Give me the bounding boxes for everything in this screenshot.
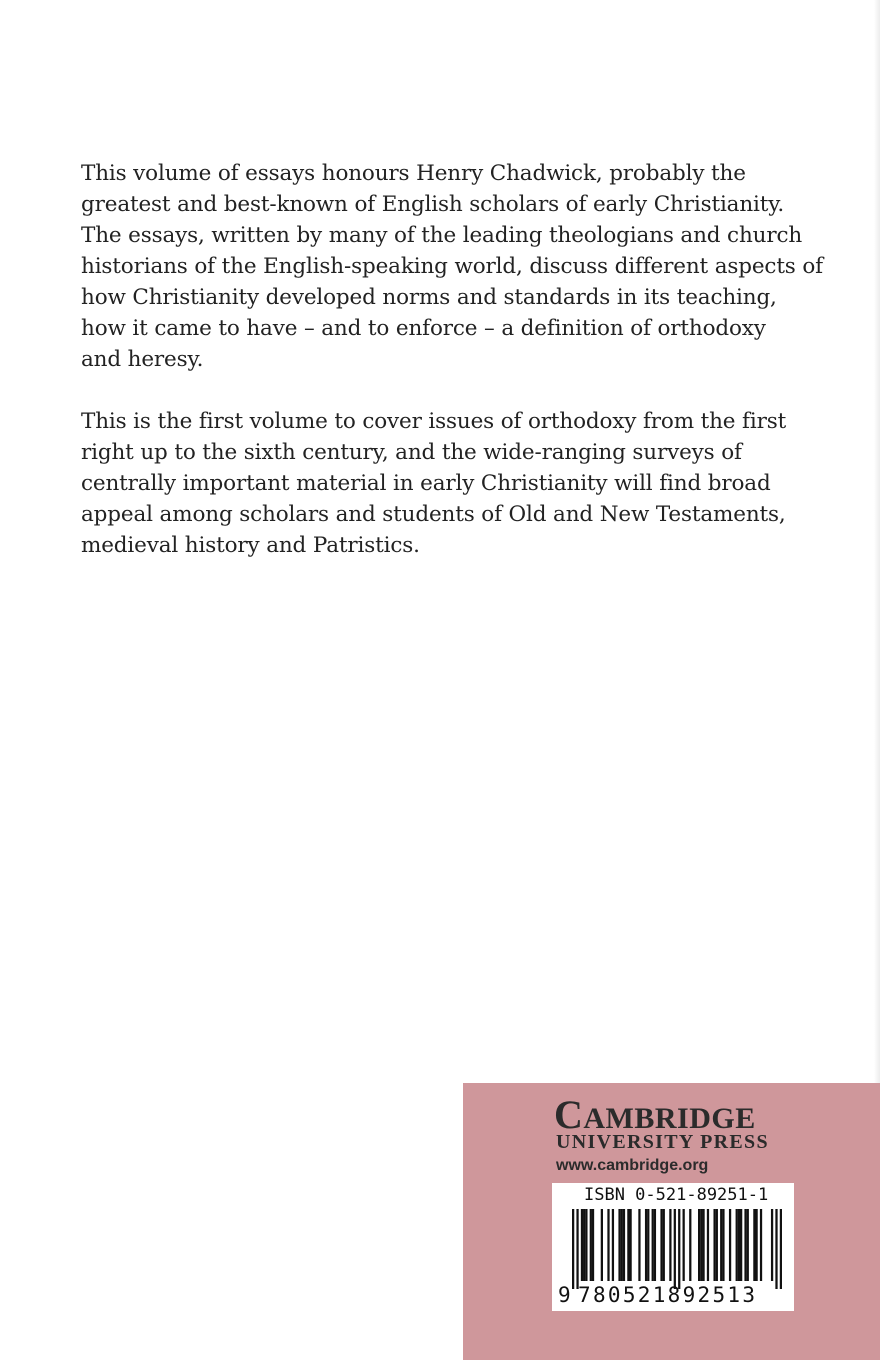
blurb-line: The essays, written by many of the leading theologians and church — [81, 223, 803, 248]
barcode-bar — [585, 1209, 587, 1281]
barcode-bar — [740, 1209, 742, 1281]
barcode-bar — [618, 1209, 620, 1281]
barcode-bar — [581, 1209, 583, 1281]
blurb-line: and heresy. — [81, 347, 204, 372]
barcode-bar — [645, 1209, 647, 1281]
barcode-bar — [722, 1209, 724, 1281]
barcode-bar — [607, 1209, 609, 1281]
barcode-bar — [583, 1209, 585, 1281]
barcode-bar — [674, 1209, 676, 1289]
barcode-bar — [601, 1209, 603, 1281]
barcode-bar — [629, 1209, 631, 1281]
barcode-bar — [663, 1209, 665, 1281]
blurb-line: appeal among scholars and students of Old and New Testaments, — [81, 502, 786, 527]
cover-blurb — [81, 158, 823, 592]
barcode-bar — [572, 1209, 574, 1289]
barcode-bar — [771, 1209, 773, 1281]
barcode-bar — [775, 1209, 777, 1289]
barcode-bar — [716, 1209, 718, 1281]
barcode-bar — [707, 1209, 709, 1281]
barcode-bar — [753, 1209, 755, 1281]
barcode-bar — [590, 1209, 592, 1281]
barcode-bar — [720, 1209, 722, 1281]
barcode-bar — [652, 1209, 654, 1281]
barcode-bar — [755, 1209, 757, 1281]
barcode-bar — [683, 1209, 685, 1281]
barcode-bar — [627, 1209, 629, 1281]
publisher-subtitle: UNIVERSITY PRESS — [556, 1131, 769, 1153]
blurb-line: historians of the English-speaking world, discuss different aspects of — [81, 254, 823, 279]
ean-first-digit: 9 — [558, 1283, 571, 1307]
barcode-bar — [736, 1209, 738, 1281]
barcode-bar — [689, 1209, 691, 1281]
publisher-panel — [463, 1083, 880, 1360]
publisher-name-rest: AMBRIDGE — [583, 1102, 756, 1135]
blurb-line: This volume of essays honours Henry Chadwick, probably the — [81, 161, 746, 186]
barcode-bar — [592, 1209, 594, 1281]
barcode-bar — [702, 1209, 704, 1281]
barcode-bar — [660, 1209, 662, 1281]
blurb-line: centrally important material in early Christianity will find broad — [81, 471, 771, 496]
barcode-bar — [700, 1209, 702, 1281]
barcode-bar — [678, 1209, 680, 1289]
barcode-bar — [713, 1209, 715, 1281]
barcode-bar — [729, 1209, 731, 1281]
barcode-bar — [744, 1209, 746, 1281]
blurb-paragraph-2 — [81, 406, 811, 561]
barcode-bar — [747, 1209, 749, 1281]
blurb-line: This is the first volume to cover issues of orthodoxy from the first — [81, 409, 787, 434]
barcode-bar — [760, 1209, 762, 1281]
barcode-bar — [576, 1209, 578, 1289]
publisher-url: www.cambridge.org — [556, 1157, 709, 1174]
barcode-bar — [698, 1209, 700, 1281]
blurb-line: medieval history and Patristics. — [81, 533, 420, 558]
barcode-label — [552, 1183, 794, 1311]
barcode-bar — [621, 1209, 623, 1281]
barcode-bar — [654, 1209, 656, 1281]
barcode-bar — [647, 1209, 649, 1281]
blurb-paragraph-1 — [81, 158, 823, 375]
blurb-line: greatest and best-known of English scholars of early Christianity. — [81, 192, 785, 217]
barcode-bar — [623, 1209, 625, 1281]
publisher-name-initial: C — [554, 1092, 584, 1137]
barcode-bar — [612, 1209, 614, 1281]
isbn-text: ISBN 0-521-89251-1 — [584, 1185, 769, 1205]
barcode-bar — [738, 1209, 740, 1281]
barcode-bars — [572, 1209, 782, 1289]
blurb-line: how it came to have – and to enforce – a definition of orthodoxy — [81, 316, 766, 341]
blurb-line: right up to the sixth century, and the wide-ranging surveys of — [81, 440, 742, 465]
blurb-line: how Christianity developed norms and standards in its teaching, — [81, 285, 777, 310]
barcode-bar — [638, 1209, 640, 1281]
ean-digits: 780521892513 — [578, 1283, 758, 1307]
barcode-bar — [669, 1209, 671, 1281]
barcode-bar — [780, 1209, 782, 1289]
